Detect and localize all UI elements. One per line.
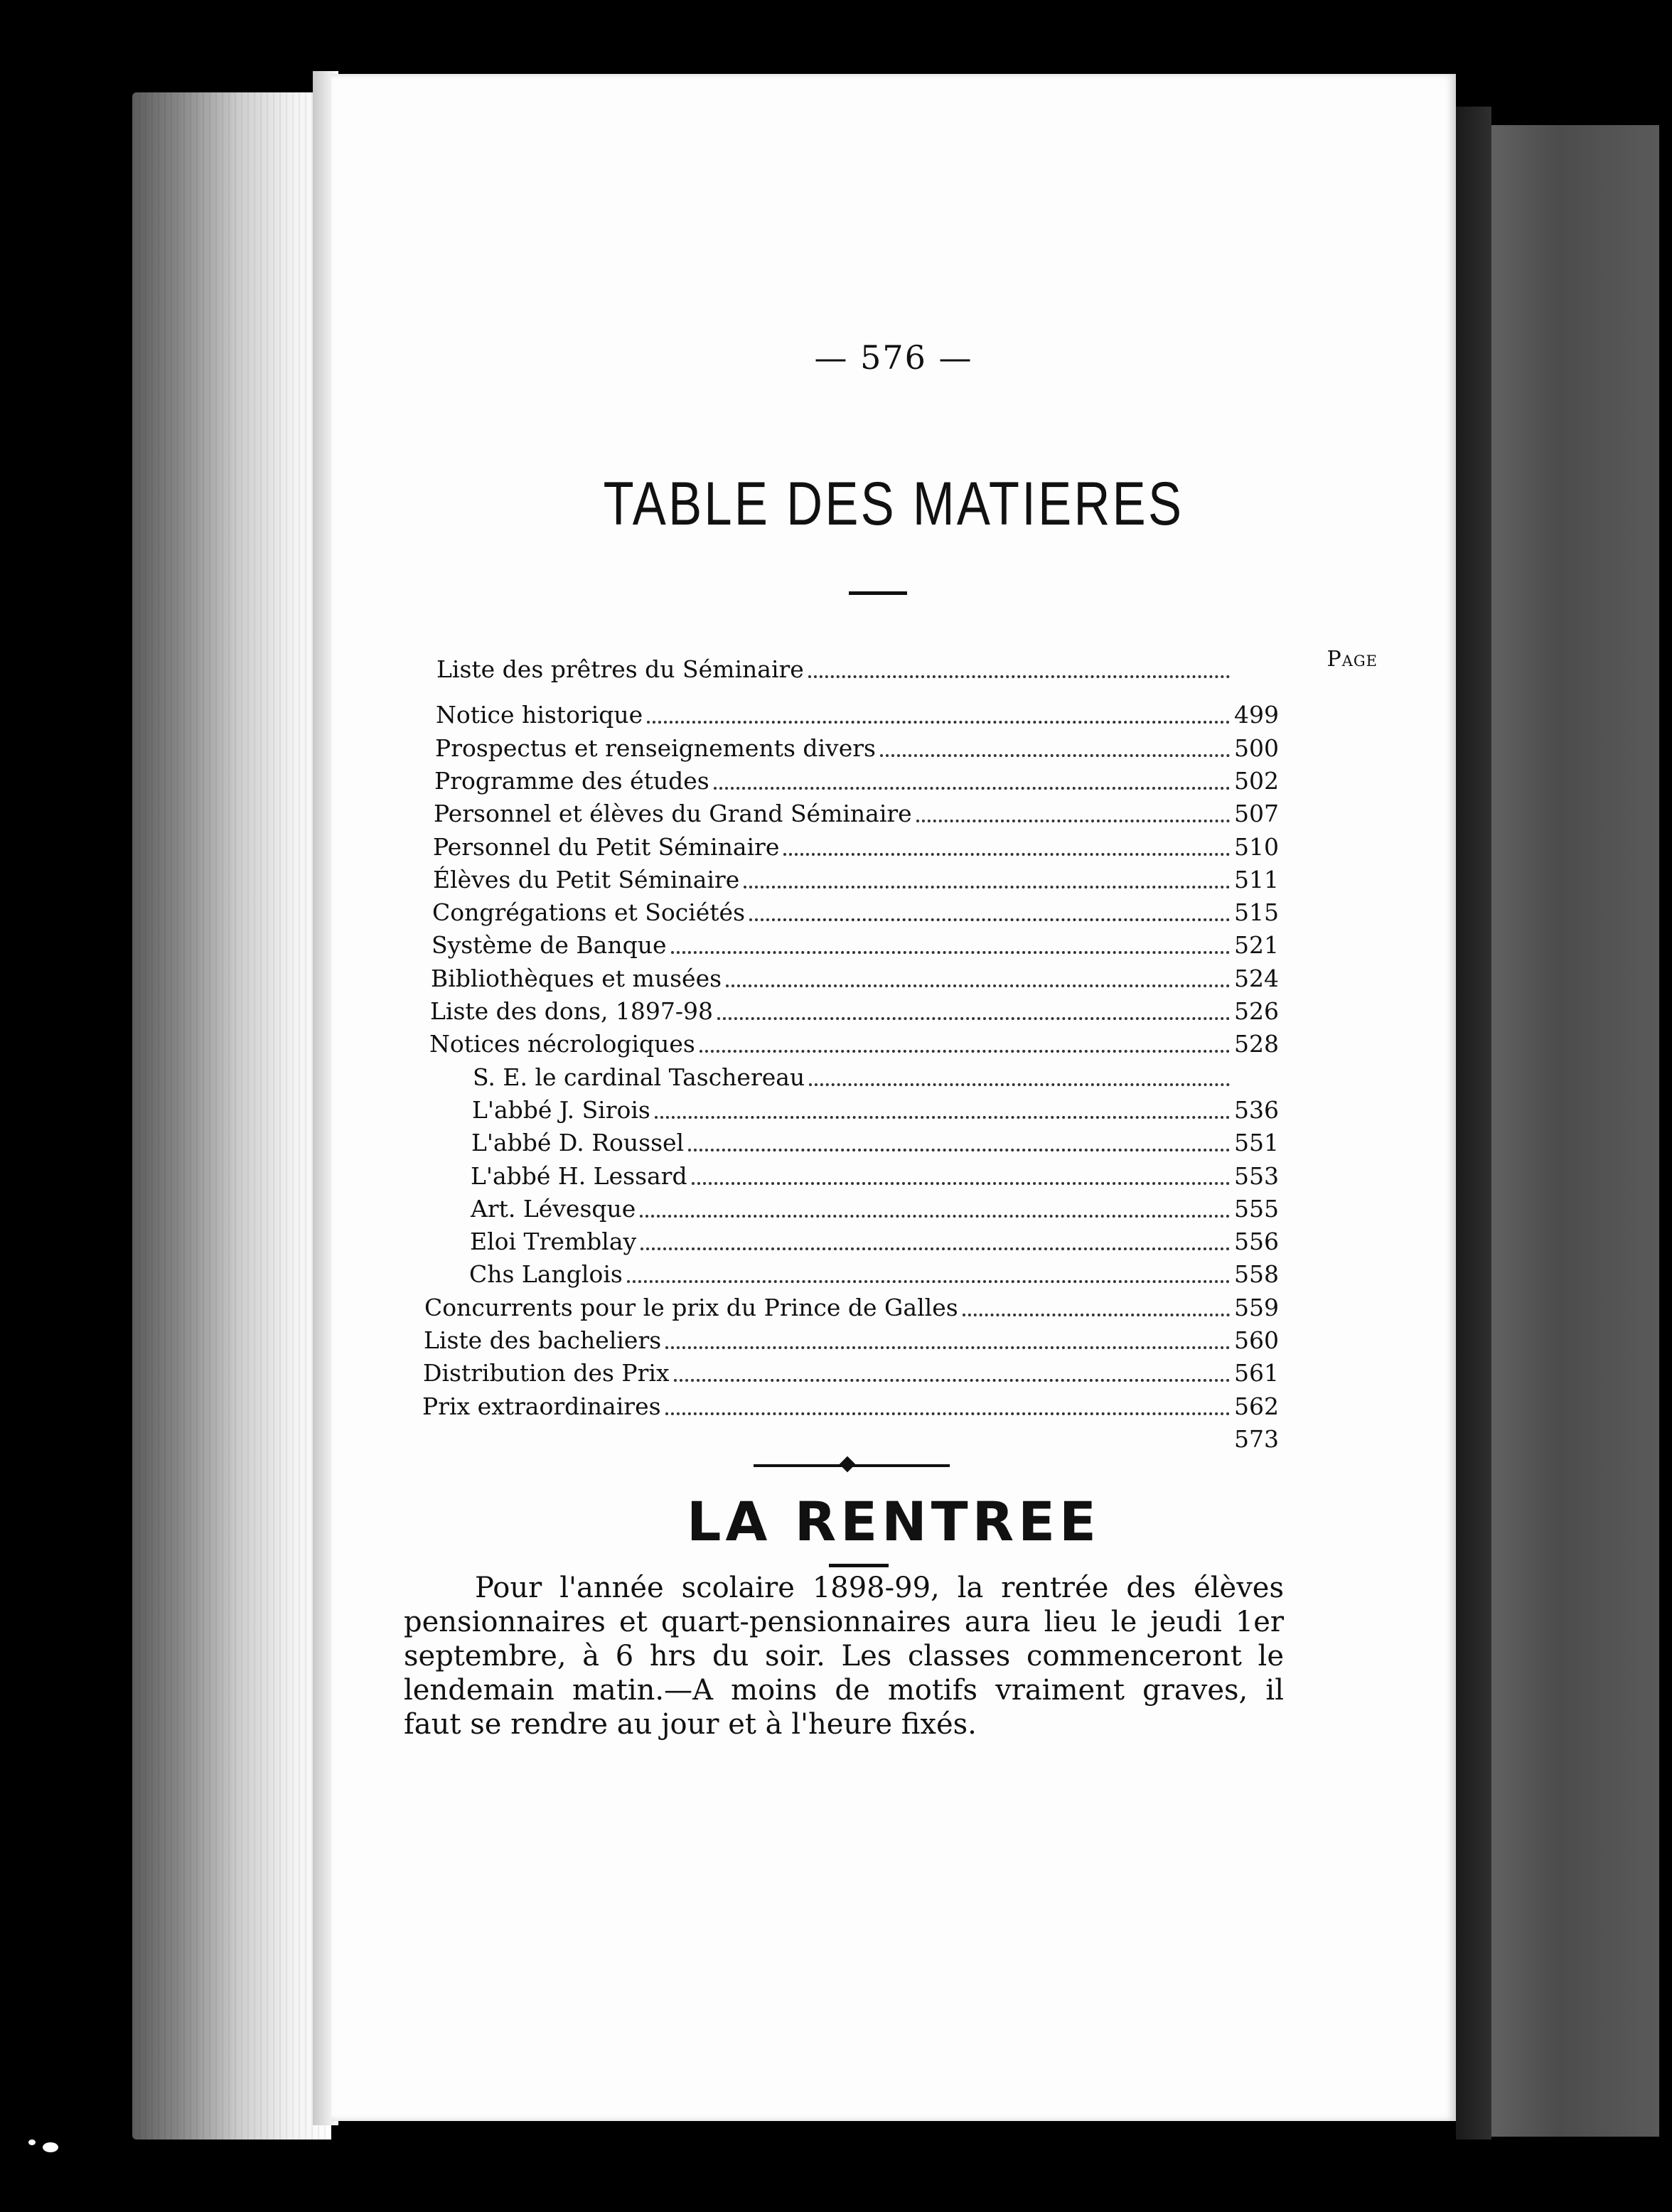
toc-leader-dots [692, 1182, 1230, 1185]
toc-entry-page: 524 [1234, 964, 1279, 992]
toc-leader-dots [671, 951, 1230, 954]
toc-entry-page: 573 [1234, 1424, 1279, 1453]
toc-entry-label: Notice historique [436, 701, 643, 729]
toc-entry-label: Liste des prêtres du Séminaire [436, 655, 804, 683]
toc-entry-page: 507 [1234, 800, 1279, 828]
toc-leader-dots [665, 1412, 1230, 1415]
toc-leader-dots [647, 721, 1230, 724]
toc-entry [424, 1294, 1277, 1326]
toc-leader-dots [688, 1149, 1230, 1151]
toc-entry [436, 655, 1277, 688]
toc-entry [436, 701, 1277, 734]
toc-leader-dots [808, 675, 1230, 678]
toc-entry-page: 536 [1234, 1095, 1279, 1124]
section-title: LA RENTREE [687, 1490, 1100, 1553]
toc-entry-label: Personnel du Petit Séminaire [433, 832, 780, 861]
toc-entry-label: L'abbé H. Lessard [471, 1161, 687, 1190]
toc-entry [433, 866, 1277, 898]
toc-entry [432, 898, 1277, 931]
toc-entry-label: Chs Langlois [469, 1260, 623, 1289]
scan-dust-speck [28, 2139, 36, 2145]
title-rule [849, 591, 907, 595]
toc-entry-label: Bibliothèques et musées [431, 964, 722, 992]
toc-leader-dots [641, 1247, 1230, 1250]
toc-leader-dots [783, 853, 1230, 856]
toc-leader-dots [674, 1379, 1230, 1382]
toc-entry-label: Art. Lévesque [471, 1194, 636, 1223]
toc-entry-page: 502 [1234, 766, 1279, 795]
toc-entry-label: Programme des études [434, 766, 709, 795]
toc-entry [429, 1030, 1277, 1063]
toc-leader-dots [744, 886, 1230, 888]
toc-leader-dots [665, 1346, 1230, 1349]
toc-entry-label: Distribution des Prix [423, 1359, 670, 1387]
toc-leader-dots [655, 1116, 1230, 1119]
toc-page-header: Page [1327, 647, 1378, 672]
toc-entry-label: Congrégations et Sociétés [432, 898, 746, 927]
toc-entry-label: Liste des bacheliers [424, 1326, 662, 1354]
toc-subentry [471, 1195, 1277, 1228]
toc-leader-dots [640, 1215, 1230, 1218]
toc-leader-dots [963, 1314, 1230, 1316]
toc-entry-page: 560 [1234, 1326, 1279, 1354]
toc-entry-label: L'abbé D. Roussel [471, 1129, 685, 1157]
toc-entry-page: 515 [1234, 898, 1279, 927]
section-rule [829, 1564, 889, 1567]
book-cover-edge [1456, 107, 1491, 2139]
toc-entry [423, 1359, 1277, 1392]
page-title: TABLE DES MATIERES [603, 470, 1184, 538]
toc-entry-label: L'abbé J. Sirois [472, 1095, 650, 1124]
toc-leader-dots [717, 1017, 1230, 1020]
scan-dust-speck [43, 2142, 58, 2152]
toc-subentry [471, 1129, 1277, 1161]
ornament-diamond [840, 1456, 856, 1473]
toc-subentry [473, 1063, 1277, 1096]
toc-leader-dots [700, 1050, 1230, 1053]
toc-leader-dots [627, 1280, 1230, 1283]
toc-leader-dots [809, 1083, 1230, 1086]
toc-entry-page: 511 [1234, 865, 1279, 893]
toc-entry [432, 931, 1277, 964]
toc-entry-label: Système de Banque [432, 931, 667, 960]
toc-leader-dots [714, 787, 1230, 790]
toc-entry-page: 528 [1234, 1030, 1279, 1058]
toc-entry-page: 558 [1234, 1260, 1279, 1289]
toc-entry-page: 553 [1234, 1161, 1279, 1190]
toc-entry [433, 833, 1277, 866]
toc-entry-label: Liste des dons, 1897-98 [430, 997, 714, 1025]
toc-leader-dots [880, 754, 1230, 757]
toc-entry-page: 526 [1234, 997, 1279, 1025]
toc-leader-dots [726, 984, 1230, 987]
book-cover-board [1491, 125, 1659, 2137]
toc-entry-page: 556 [1234, 1228, 1279, 1256]
toc-subentry [470, 1228, 1277, 1260]
toc-entry-label: Prospectus et renseignements divers [435, 734, 876, 762]
book-page-edges [132, 92, 331, 2139]
toc-entry-label: Élèves du Petit Séminaire [433, 865, 740, 893]
toc-entry-page: 561 [1234, 1359, 1279, 1387]
toc-entry-label: Personnel et élèves du Grand Séminaire [434, 800, 912, 828]
toc-subentry [469, 1260, 1277, 1293]
toc-subentry [472, 1096, 1277, 1129]
toc-entry-label: Eloi Tremblay [470, 1228, 637, 1256]
toc-entry-label: Concurrents pour le prix du Prince de Galles [424, 1293, 958, 1321]
toc-entry-page: 551 [1234, 1129, 1279, 1157]
book-page [331, 74, 1456, 2121]
toc-entry [430, 997, 1277, 1030]
toc-subentry [471, 1162, 1277, 1195]
toc-entry-label: Prix extraordinaires [422, 1392, 661, 1420]
toc-entry-label: Notices nécrologiques [429, 1030, 695, 1058]
toc-entry [434, 767, 1277, 800]
toc-leader-dots [749, 918, 1230, 921]
toc-entry-page: 510 [1234, 832, 1279, 861]
section-paragraph: Pour l'année scolaire 1898-99, la rentrée des élèves pensionnaires et quart-pensionnaires aura lieu le jeudi 1er septembre, à 6 hrs du soir. Les classes commenceront le lendemain matin.—A moins de motifs vraiment graves, il faut se rendre au jour et à l'heure fixés. [404, 1572, 1284, 1741]
toc-leader-dots [916, 820, 1230, 822]
toc-entry-page: 500 [1234, 734, 1279, 762]
toc-entry [422, 1425, 1277, 1458]
toc-entry-label: S. E. le cardinal Taschereau [473, 1063, 805, 1091]
toc-entry-page: 555 [1234, 1194, 1279, 1223]
toc-entry [431, 965, 1277, 997]
toc-entry-page: 521 [1234, 931, 1279, 960]
toc-entry-page: 562 [1234, 1392, 1279, 1420]
toc-entry [435, 734, 1277, 767]
toc-entry [422, 1392, 1277, 1425]
toc-entry-page: 499 [1234, 701, 1279, 729]
toc-entry [424, 1326, 1277, 1359]
page-number: — 576 — [814, 338, 973, 377]
toc-entry [434, 800, 1277, 832]
toc-entry-page: 559 [1234, 1293, 1279, 1321]
